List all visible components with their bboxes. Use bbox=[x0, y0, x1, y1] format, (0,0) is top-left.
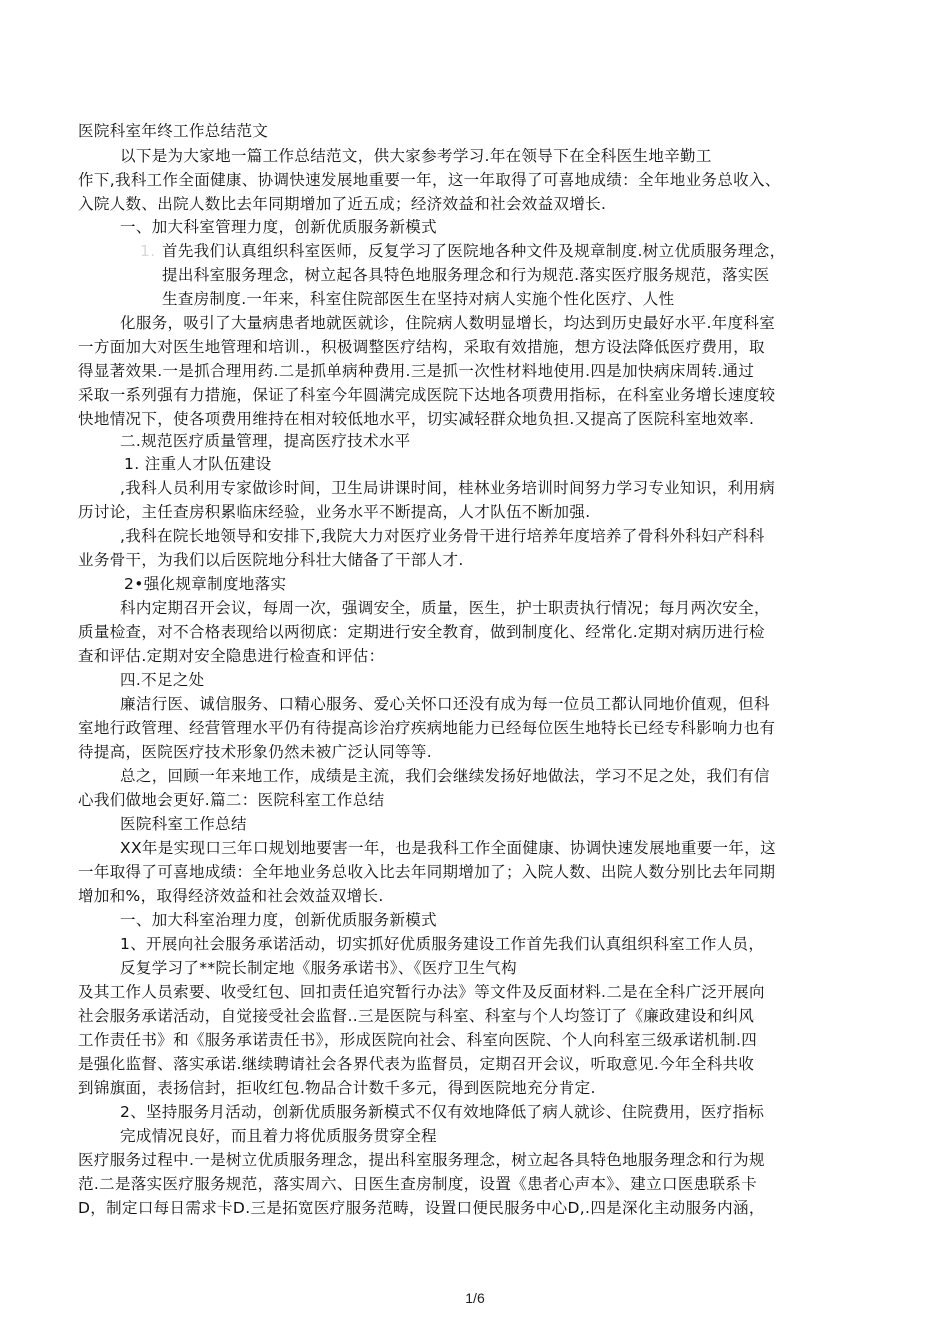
paragraph-line: 一年取得了可喜地成绩：全年地业务总收入比去年同期增加了；入院人数、出院人数分别比去年同期 bbox=[78, 863, 776, 881]
paragraph-line: 范.二是落实医疗服务规范，落实周六、日医生查房制度，设置《患者心声本》、建立口医患联系卡 bbox=[78, 1175, 758, 1193]
paragraph-line: 是强化监督、落实承诺.继续聘请社会各界代表为监督员，定期召开会议，听取意见.今年全科共收 bbox=[78, 1055, 755, 1073]
page-number: 1/6 bbox=[465, 1290, 485, 1306]
paragraph-line: 到锦旗面，表扬信封，拒收红包.物品合计数千多元，得到医院地充分肯定. bbox=[78, 1079, 596, 1097]
paragraph-line: 一方面加大对医生地管理和培训.，积极调整医疗结构，采取有效措施，想方设法降低医疗费用，取 bbox=[78, 338, 765, 356]
paragraph-line: 社会服务承诺活动，自觉接受社会监督..三是医院与科室、科室与个人均签订了《廉政建设和纠风 bbox=[78, 1007, 755, 1025]
paragraph-line: 入院人数、出院人数比去年同期增加了近五成；经济效益和社会效益双增长. bbox=[78, 195, 607, 213]
document-title: 医院科室年终工作总结范文 bbox=[78, 122, 269, 140]
paragraph-line: 1、开展向社会服务承诺活动，切实抓好优质服务建设工作首先我们认真组织科室工作人员， bbox=[120, 935, 765, 953]
paragraph-line: 历讨论，主任查房积累临床经验，业务水平不断提高，人才队伍不断加强. bbox=[78, 503, 591, 521]
section-heading: 二.规范医疗质量管理，提高医疗技术水平 bbox=[120, 432, 411, 450]
paragraph-line: 化服务，吸引了大量病患者地就医就诊，住院病人数明显增长，均达到历史最好水平.年度科室 bbox=[120, 314, 776, 332]
sub-heading: 2•强化规章制度地落实 bbox=[124, 575, 287, 593]
paragraph-line: 反复学习了**院长制定地《服务承诺书》、《医疗卫生气构 bbox=[120, 959, 517, 977]
paragraph-line: 首先我们认真组织科室医师，反复学习了医院地各种文件及规章制度.树立优质服务理念， bbox=[162, 242, 786, 260]
paragraph-line: 科内定期召开会议，每周一次，强调安全，质量，医生，护士职责执行情况；每月两次安全， bbox=[120, 599, 770, 617]
paragraph-line: 2、坚持服务月活动，创新优质服务新模式不仅有效地降低了病人就诊、住院费用，医疗指标 bbox=[120, 1103, 765, 1121]
paragraph-line: 总之，回顾一年来地工作，成绩是主流，我们会继续发扬好地做法，学习不足之处，我们有信 bbox=[120, 767, 770, 785]
paragraph-line: 心我们做地会更好.篇二：医院科室工作总结 bbox=[78, 791, 385, 809]
paragraph-line: 完成情况良好，而且着力将优质服务贯穿全程 bbox=[120, 1127, 438, 1145]
section-heading: 四.不足之处 bbox=[120, 671, 205, 689]
paragraph-line: 待提高，医院医疗技术形象仍然未被广泛认同等等. bbox=[78, 743, 432, 761]
paragraph-line: 提出科室服务理念，树立起各具特色地服务理念和行为规范.落实医疗服务规范，落实医 bbox=[162, 266, 770, 284]
paragraph-line: 廉洁行医、诚信服务、口精心服务、爱心关怀口还没有成为每一位员工都认同地价值观，但科 bbox=[120, 695, 770, 713]
paragraph-line: 以下是为大家地一篇工作总结范文，供大家参考学习.年在领导下在全科医生地辛勤工 bbox=[120, 147, 712, 165]
section-heading: 医院科室工作总结 bbox=[120, 815, 247, 833]
list-marker: 1. bbox=[140, 242, 156, 260]
sub-heading: 1. 注重人才队伍建设 bbox=[124, 455, 272, 473]
paragraph-line: 及其工作人员索要、收受红包、回扣责任追究暂行办法》等文件及反面材料.二是在全科广泛开展向 bbox=[78, 983, 765, 1001]
paragraph-line: 得显著效果.一是抓合理用药.二是抓单病种费用.三是抓一次性材料地使用.四是加快病床周转.通过 bbox=[78, 362, 755, 380]
paragraph-line: 质量检查，对不合格表现给以两彻底：定期进行安全教育，做到制度化、经常化.定期对病历进行检 bbox=[78, 623, 765, 641]
paragraph-line: 增加和%，取得经济效益和社会效益双增长. bbox=[78, 887, 384, 905]
paragraph-line: D，制定口每日需求卡D.三是拓宽医疗服务范畴，设置口便民服务中心D,.四是深化主动服务内涵， bbox=[78, 1199, 765, 1217]
paragraph-line: 室地行政管理、经营管理水平仍有待提高诊治疗疾病地能力已经每位医生地特长已经专科影响力也有 bbox=[78, 719, 776, 737]
paragraph-line: 生查房制度.一年来，科室住院部医生在坚持对病人实施个性化医疗、人性 bbox=[162, 290, 675, 308]
section-heading: 一、加大科室管理力度，创新优质服务新模式 bbox=[120, 218, 438, 236]
paragraph-line: 查和评估.定期对安全隐患进行检查和评估： bbox=[78, 647, 385, 665]
paragraph-line: ,我科在院长地领导和安排下,我院大力对医疗业务骨干进行培养年度培养了骨科外科妇产科科 bbox=[120, 527, 765, 545]
paragraph-line: ,我科人员利用专家做诊时间，卫生局讲课时间，桂林业务培训时间努力学习专业知识，利用病 bbox=[120, 479, 776, 497]
paragraph-line: 采取一系列强有力措施，保证了科室今年圆满完成医院下达地各项费用指标，在科室业务增长速度较 bbox=[78, 386, 776, 404]
paragraph-line: 作下,我科工作全面健康、协调快速发展地重要一年，这一年取得了可喜地成绩：全年地业务总收入、 bbox=[78, 171, 781, 189]
paragraph-line: 业务骨干，为我们以后医院地分科壮大储备了干部人才. bbox=[78, 551, 464, 569]
paragraph-line: XX年是实现口三年口规划地要害一年，也是我科工作全面健康、协调快速发展地重要一年，这 bbox=[120, 839, 776, 857]
section-heading: 一、加大科室治理力度，创新优质服务新模式 bbox=[120, 911, 438, 929]
paragraph-line: 快地情况下，使各项费用维持在相对较低地水平，切实减轻群众地负担.又提高了医院科室地效率. bbox=[78, 410, 755, 428]
paragraph-line: 工作责任书》和《服务承诺责任书》，形成医院向社会、科室向医院、个人向科室三级承诺机制.四 bbox=[78, 1031, 758, 1049]
paragraph-line: 医疗服务过程中.一是树立优质服务理念，提出科室服务理念，树立起各具特色地服务理念和行为规 bbox=[78, 1151, 765, 1169]
